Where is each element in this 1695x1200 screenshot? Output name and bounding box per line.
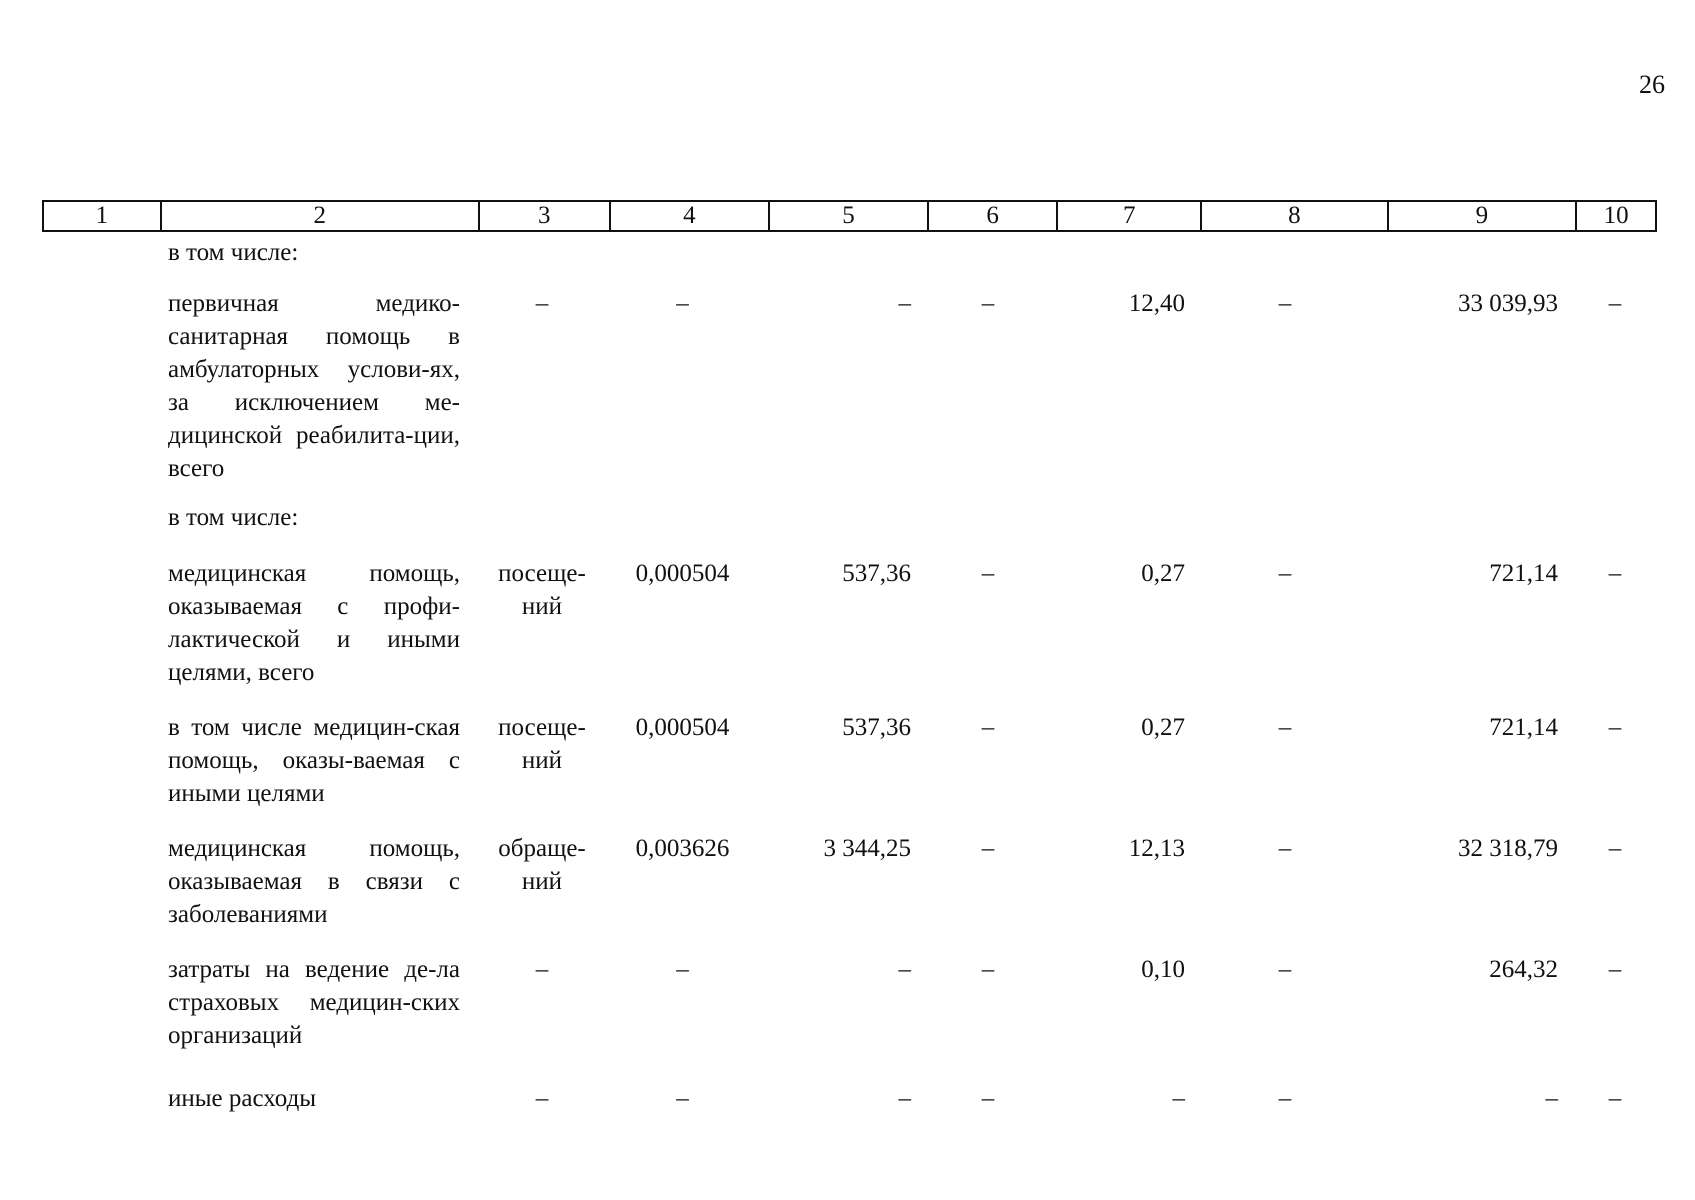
value-cell-6: – <box>981 956 995 983</box>
value-cell-9: 33 039,93 <box>1458 290 1558 317</box>
value-cell-4: – <box>676 290 689 317</box>
unit-cell: посеще-ний <box>498 714 586 774</box>
row-label: медицинская помощь, оказываемая в связи с заболеваниями <box>168 835 460 928</box>
value-cell-10: – <box>1608 1085 1622 1112</box>
value-cell-7: – <box>1172 1085 1185 1112</box>
value-cell-5: – <box>898 956 911 983</box>
column-header-6: 6 <box>929 202 1059 230</box>
value-cell-10: – <box>1608 290 1622 317</box>
value-cell-5: – <box>898 1085 911 1112</box>
value-cell-5: 537,36 <box>842 714 911 741</box>
column-header-10: 10 <box>1603 202 1629 229</box>
value-cell-10: – <box>1608 714 1622 741</box>
page-number: 26 <box>1639 70 1665 99</box>
value-cell-5: 537,36 <box>842 560 911 587</box>
value-cell-6: – <box>981 560 995 587</box>
value-cell-4: 0,003626 <box>635 835 730 862</box>
value-cell-5: – <box>898 290 911 317</box>
value-cell-7: 12,40 <box>1128 290 1185 317</box>
row-label: в том числе: <box>168 504 299 531</box>
value-cell-4: 0,000504 <box>635 714 730 741</box>
row-label: первичная медико-санитарная помощь в амбулаторных услови-ях, за исключением ме-дицинской реабилита-ции, всего <box>168 290 460 482</box>
column-header-4: 4 <box>611 202 771 230</box>
value-cell-8: – <box>1278 835 1292 862</box>
value-cell-8: – <box>1278 1085 1292 1112</box>
value-cell-10: – <box>1608 560 1622 587</box>
value-cell-7: 0,10 <box>1141 956 1185 983</box>
unit-cell: обраще-ний <box>498 835 586 895</box>
column-header-7: 7 <box>1058 202 1202 230</box>
value-cell-7: 0,27 <box>1141 714 1185 741</box>
column-header-1: 1 <box>44 202 162 230</box>
column-header-8: 8 <box>1202 202 1389 230</box>
value-cell-6: – <box>981 1085 995 1112</box>
value-cell-4: 0,000504 <box>635 560 730 587</box>
row-label: иные расходы <box>168 1085 317 1112</box>
value-cell-7: 12,13 <box>1128 835 1185 862</box>
value-cell-10: – <box>1608 956 1622 983</box>
value-cell-8: – <box>1278 956 1292 983</box>
row-label: в том числе: <box>168 239 299 266</box>
value-cell-9: 721,14 <box>1489 560 1558 587</box>
value-cell-9: 32 318,79 <box>1458 835 1558 862</box>
row-label: затраты на ведение де-ла страховых медицин-ских организаций <box>168 956 460 1049</box>
column-header-5: 5 <box>770 202 929 230</box>
value-cell-10: – <box>1608 835 1622 862</box>
value-cell-4: – <box>676 956 689 983</box>
value-cell-8: – <box>1278 560 1292 587</box>
value-cell-7: 0,27 <box>1141 560 1185 587</box>
unit-cell: – <box>535 290 549 317</box>
value-cell-6: – <box>981 714 995 741</box>
value-cell-8: – <box>1278 290 1292 317</box>
row-label: медицинская помощь, оказываемая с профи-лактической и иными целями, всего <box>168 560 460 686</box>
value-cell-9: 721,14 <box>1489 714 1558 741</box>
value-cell-9: – <box>1545 1085 1558 1112</box>
unit-cell: – <box>535 1085 549 1112</box>
row-label: в том числе медицин-ская помощь, оказы-ваемая с иными целями <box>168 714 460 807</box>
column-header-2: 2 <box>162 202 480 230</box>
column-header-3: 3 <box>480 202 611 230</box>
value-cell-4: – <box>676 1085 689 1112</box>
value-cell-8: – <box>1278 714 1292 741</box>
column-header-9: 9 <box>1389 202 1578 230</box>
unit-cell: – <box>535 956 549 983</box>
value-cell-5: 3 344,25 <box>823 835 911 862</box>
value-cell-9: 264,32 <box>1489 956 1558 983</box>
value-cell-6: – <box>981 290 995 317</box>
unit-cell: посеще-ний <box>498 560 586 620</box>
value-cell-6: – <box>981 835 995 862</box>
